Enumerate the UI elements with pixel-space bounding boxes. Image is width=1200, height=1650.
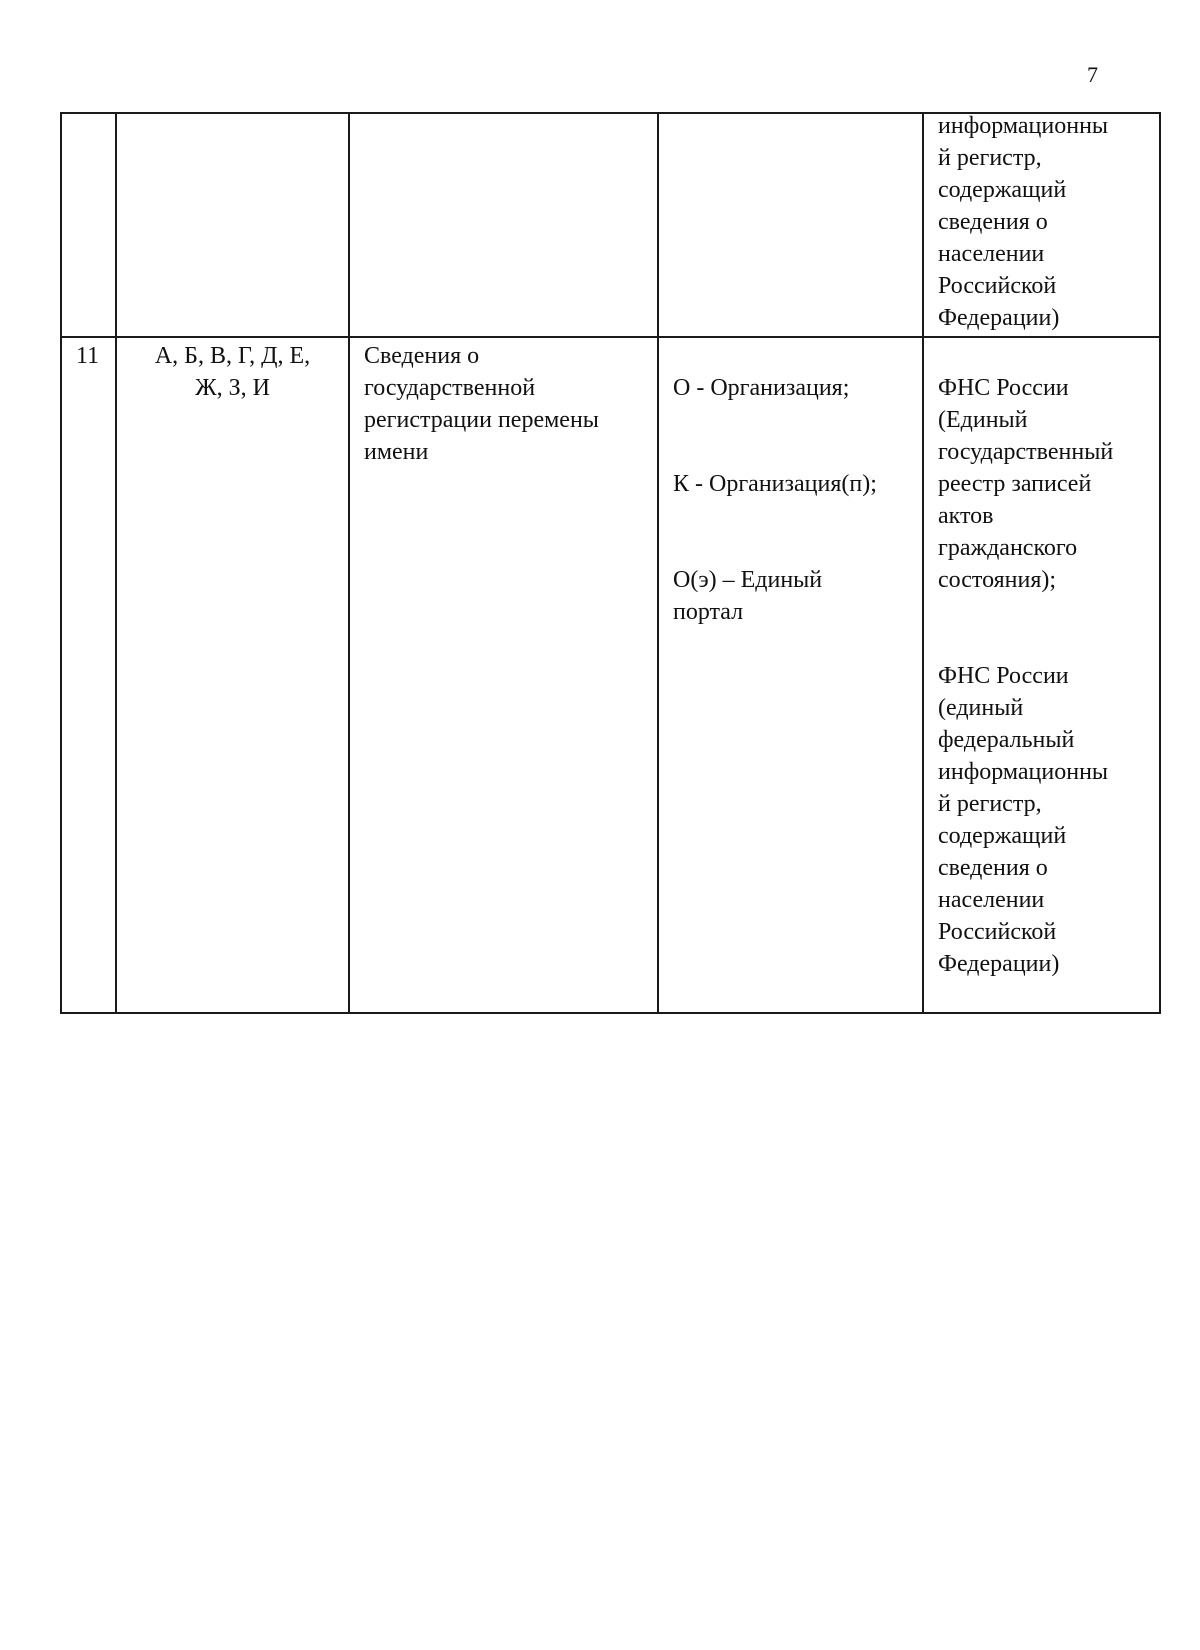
source-item: О(э) – Единый портал	[673, 567, 823, 625]
row-number: 11	[76, 343, 100, 369]
source-item: О - Организация;	[673, 375, 850, 401]
cell-info	[349, 113, 658, 337]
row-sources	[659, 338, 922, 660]
cell-source	[658, 337, 923, 1013]
cell-codes	[116, 113, 349, 337]
cell-holder-text: информационны й регистр, содержащий сведения о населении Российской Федерации)	[938, 113, 1109, 331]
page-number: 7	[1087, 62, 1098, 87]
cell-holder	[923, 113, 1160, 337]
source-item: К - Организация(п);	[673, 471, 877, 497]
cell-source-text	[659, 114, 922, 116]
table-row-11	[61, 337, 1160, 1013]
cell-num	[61, 337, 116, 1013]
cell-codes-text	[117, 114, 348, 116]
holder-item: ФНС России (единый федеральный информационны й регистр, содержащий сведения о населении Российской Федерации)	[938, 663, 1109, 977]
cell-info-text	[350, 114, 657, 116]
cell-codes	[116, 337, 349, 1013]
row-info: Сведения о государственной регистрации перемены имени	[364, 343, 599, 465]
cell-num-text	[62, 114, 115, 116]
holder-item: ФНС России (Единый государственный реестр записей актов гражданского состояния);	[938, 375, 1114, 593]
row-codes: А, Б, В, Г, Д, Е, Ж, З, И	[154, 343, 311, 401]
cell-num	[61, 113, 116, 337]
cell-holder	[923, 337, 1160, 1013]
cell-source	[658, 113, 923, 337]
row-holders	[924, 338, 1159, 1012]
cell-info	[349, 337, 658, 1013]
table-row-continuation	[61, 113, 1160, 337]
document-table	[60, 112, 1161, 1014]
